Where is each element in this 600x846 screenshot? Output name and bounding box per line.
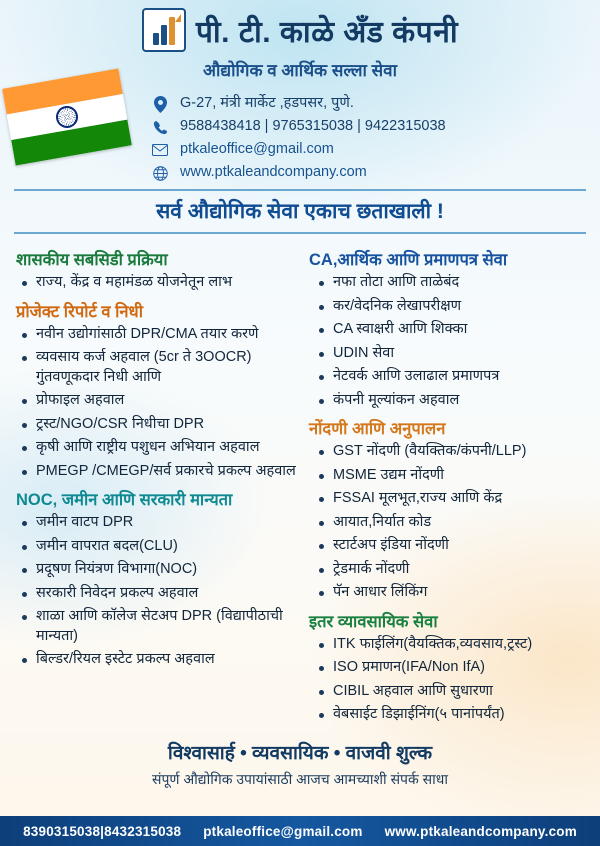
globe-icon xyxy=(150,163,170,183)
list-item: प्रोफाइल अहवाल xyxy=(22,391,297,411)
list-item: बिल्डर/रियल इस्टेट प्रकल्प अहवाल xyxy=(22,650,297,670)
services-columns xyxy=(0,241,600,729)
list-item: कंपनी मूल्यांकन अहवाल xyxy=(319,391,590,411)
header-title-row xyxy=(0,8,600,52)
section-title-project-report: प्रोजेक्ट रिपोर्ट व निधी xyxy=(16,302,143,321)
headline-banner xyxy=(14,189,586,234)
section-list-other-services xyxy=(319,635,590,725)
right-column xyxy=(303,241,590,729)
headline-text: सर्व औद्योगिक सेवा एकाच छताखाली ! xyxy=(156,200,444,223)
list-item: CA स्वाक्षरी आणि शिक्का xyxy=(319,320,590,340)
list-item: नेटवर्क आणि उलाढाल प्रमाणपत्र xyxy=(319,367,590,387)
list-item: FSSAI मूलभूत,राज्य आणि केंद्र xyxy=(319,489,590,509)
list-item: नफा तोटा आणि ताळेबंद xyxy=(319,273,590,293)
location-pin-icon xyxy=(150,94,170,114)
envelope-icon xyxy=(150,140,170,160)
list-item: ट्रेडमार्क नोंदणी xyxy=(319,560,590,580)
contact-address: G-27, मंत्री मार्केट ,हडपसर, पुणे. xyxy=(180,95,354,111)
list-item: ISO प्रमाणन(IFA/Non IfA) xyxy=(319,658,590,678)
contact-phones[interactable]: 9588438418 | 9765315038 | 9422315038 xyxy=(180,118,446,134)
bar-chart-growth-icon xyxy=(142,8,186,52)
list-item: शाळा आणि कॉलेज सेटअप DPR (विद्यापीठाची मान्यता) xyxy=(22,607,297,646)
section-list-project-report xyxy=(22,325,297,482)
footer-contact-bar xyxy=(0,816,600,846)
list-item: PMEGP /CMEGP/सर्व प्रकारचे प्रकल्प अहवाल xyxy=(22,462,297,482)
list-item: UDIN सेवा xyxy=(319,344,590,364)
section-list-ca-financial xyxy=(319,273,590,410)
section-list-subsidy xyxy=(22,273,297,293)
contact-block xyxy=(150,94,570,183)
list-item: जमीन वापरात बदल(CLU) xyxy=(22,537,297,557)
list-item: नवीन उद्योगांसाठी DPR/CMA तयार करणे xyxy=(22,325,297,345)
contact-website[interactable]: www.ptkaleandcompany.com xyxy=(180,164,367,180)
section-title-subsidy: शासकीय सबसिडी प्रक्रिया xyxy=(16,251,168,269)
list-item: CIBIL अहवाल आणि सुधारणा xyxy=(319,682,590,702)
list-item: कर/वेदनिक लेखापरीक्षण xyxy=(319,297,590,317)
footer-email[interactable]: ptkaleoffice@gmail.com xyxy=(203,823,363,839)
footer-subtext: संपूर्ण औद्योगिक उपायांसाठी आजच आमच्याशी संपर्क साधा xyxy=(152,770,448,787)
section-title-registration: नोंदणी आणि अनुपालन xyxy=(309,420,446,438)
contact-address-row xyxy=(150,94,570,114)
footer-tagline: विश्वासार्ह • व्यवसायिक • वाजवी शुल्क xyxy=(167,742,433,764)
footer-phone[interactable]: 8390315038|8432315038 xyxy=(23,823,182,839)
list-item: GST नोंदणी (वैयक्तिक/कंपनी/LLP) xyxy=(319,442,590,462)
left-column xyxy=(10,241,297,729)
list-item: वेबसाईट डिझाईनिंग(५ पानांपर्यंत) xyxy=(319,705,590,725)
list-item: स्टार्टअप इंडिया नोंदणी xyxy=(319,536,590,556)
list-item: पॅन आधार लिंकिंग xyxy=(319,583,590,603)
list-item: सरकारी निवेदन प्रकल्प अहवाल xyxy=(22,584,297,604)
section-title-ca-financial: CA,आर्थिक आणि प्रमाणपत्र सेवा xyxy=(309,251,508,269)
list-item: जमीन वाटप DPR xyxy=(22,513,297,533)
list-item: राज्य, केंद्र व महामंडळ योजनेतून लाभ xyxy=(22,273,297,293)
list-item: MSME उद्यम नोंदणी xyxy=(319,466,590,486)
section-title-other-services: इतर व्यावसायिक सेवा xyxy=(309,612,438,631)
contact-email[interactable]: ptkaleoffice@gmail.com xyxy=(180,141,334,157)
contact-email-row[interactable] xyxy=(150,140,570,160)
company-tagline: औद्योगिक व आर्थिक सल्ला सेवा xyxy=(202,61,397,80)
list-item: आयात,निर्यात कोड xyxy=(319,513,590,533)
list-item: कृषी आणि राष्ट्रीय पशुधन अभियान अहवाल xyxy=(22,438,297,458)
ashoka-chakra-icon xyxy=(54,104,79,129)
contact-website-row[interactable] xyxy=(150,163,570,183)
list-item: प्रदूषण नियंत्रण विभागा(NOC) xyxy=(22,560,297,580)
list-item: ट्रस्ट/NGO/CSR निधीचा DPR xyxy=(22,415,297,435)
company-name: पी. टी. काळे अँड कंपनी xyxy=(195,15,459,49)
section-list-noc-land xyxy=(22,513,297,670)
section-list-registration xyxy=(319,442,590,603)
list-item: ITK फाईलिंग(वैयक्तिक,व्यवसाय,ट्रस्ट) xyxy=(319,635,590,655)
phone-icon xyxy=(150,117,170,137)
contact-phone-row[interactable] xyxy=(150,117,570,137)
footer-website[interactable]: www.ptkaleandcompany.com xyxy=(384,823,577,839)
section-title-noc-land: NOC, जमीन आणि सरकारी मान्यता xyxy=(16,491,233,509)
list-item: व्यवसाय कर्ज अहवाल (5cr ते 3OOCR) गुंतवणूकदार निधी आणि xyxy=(22,348,297,387)
